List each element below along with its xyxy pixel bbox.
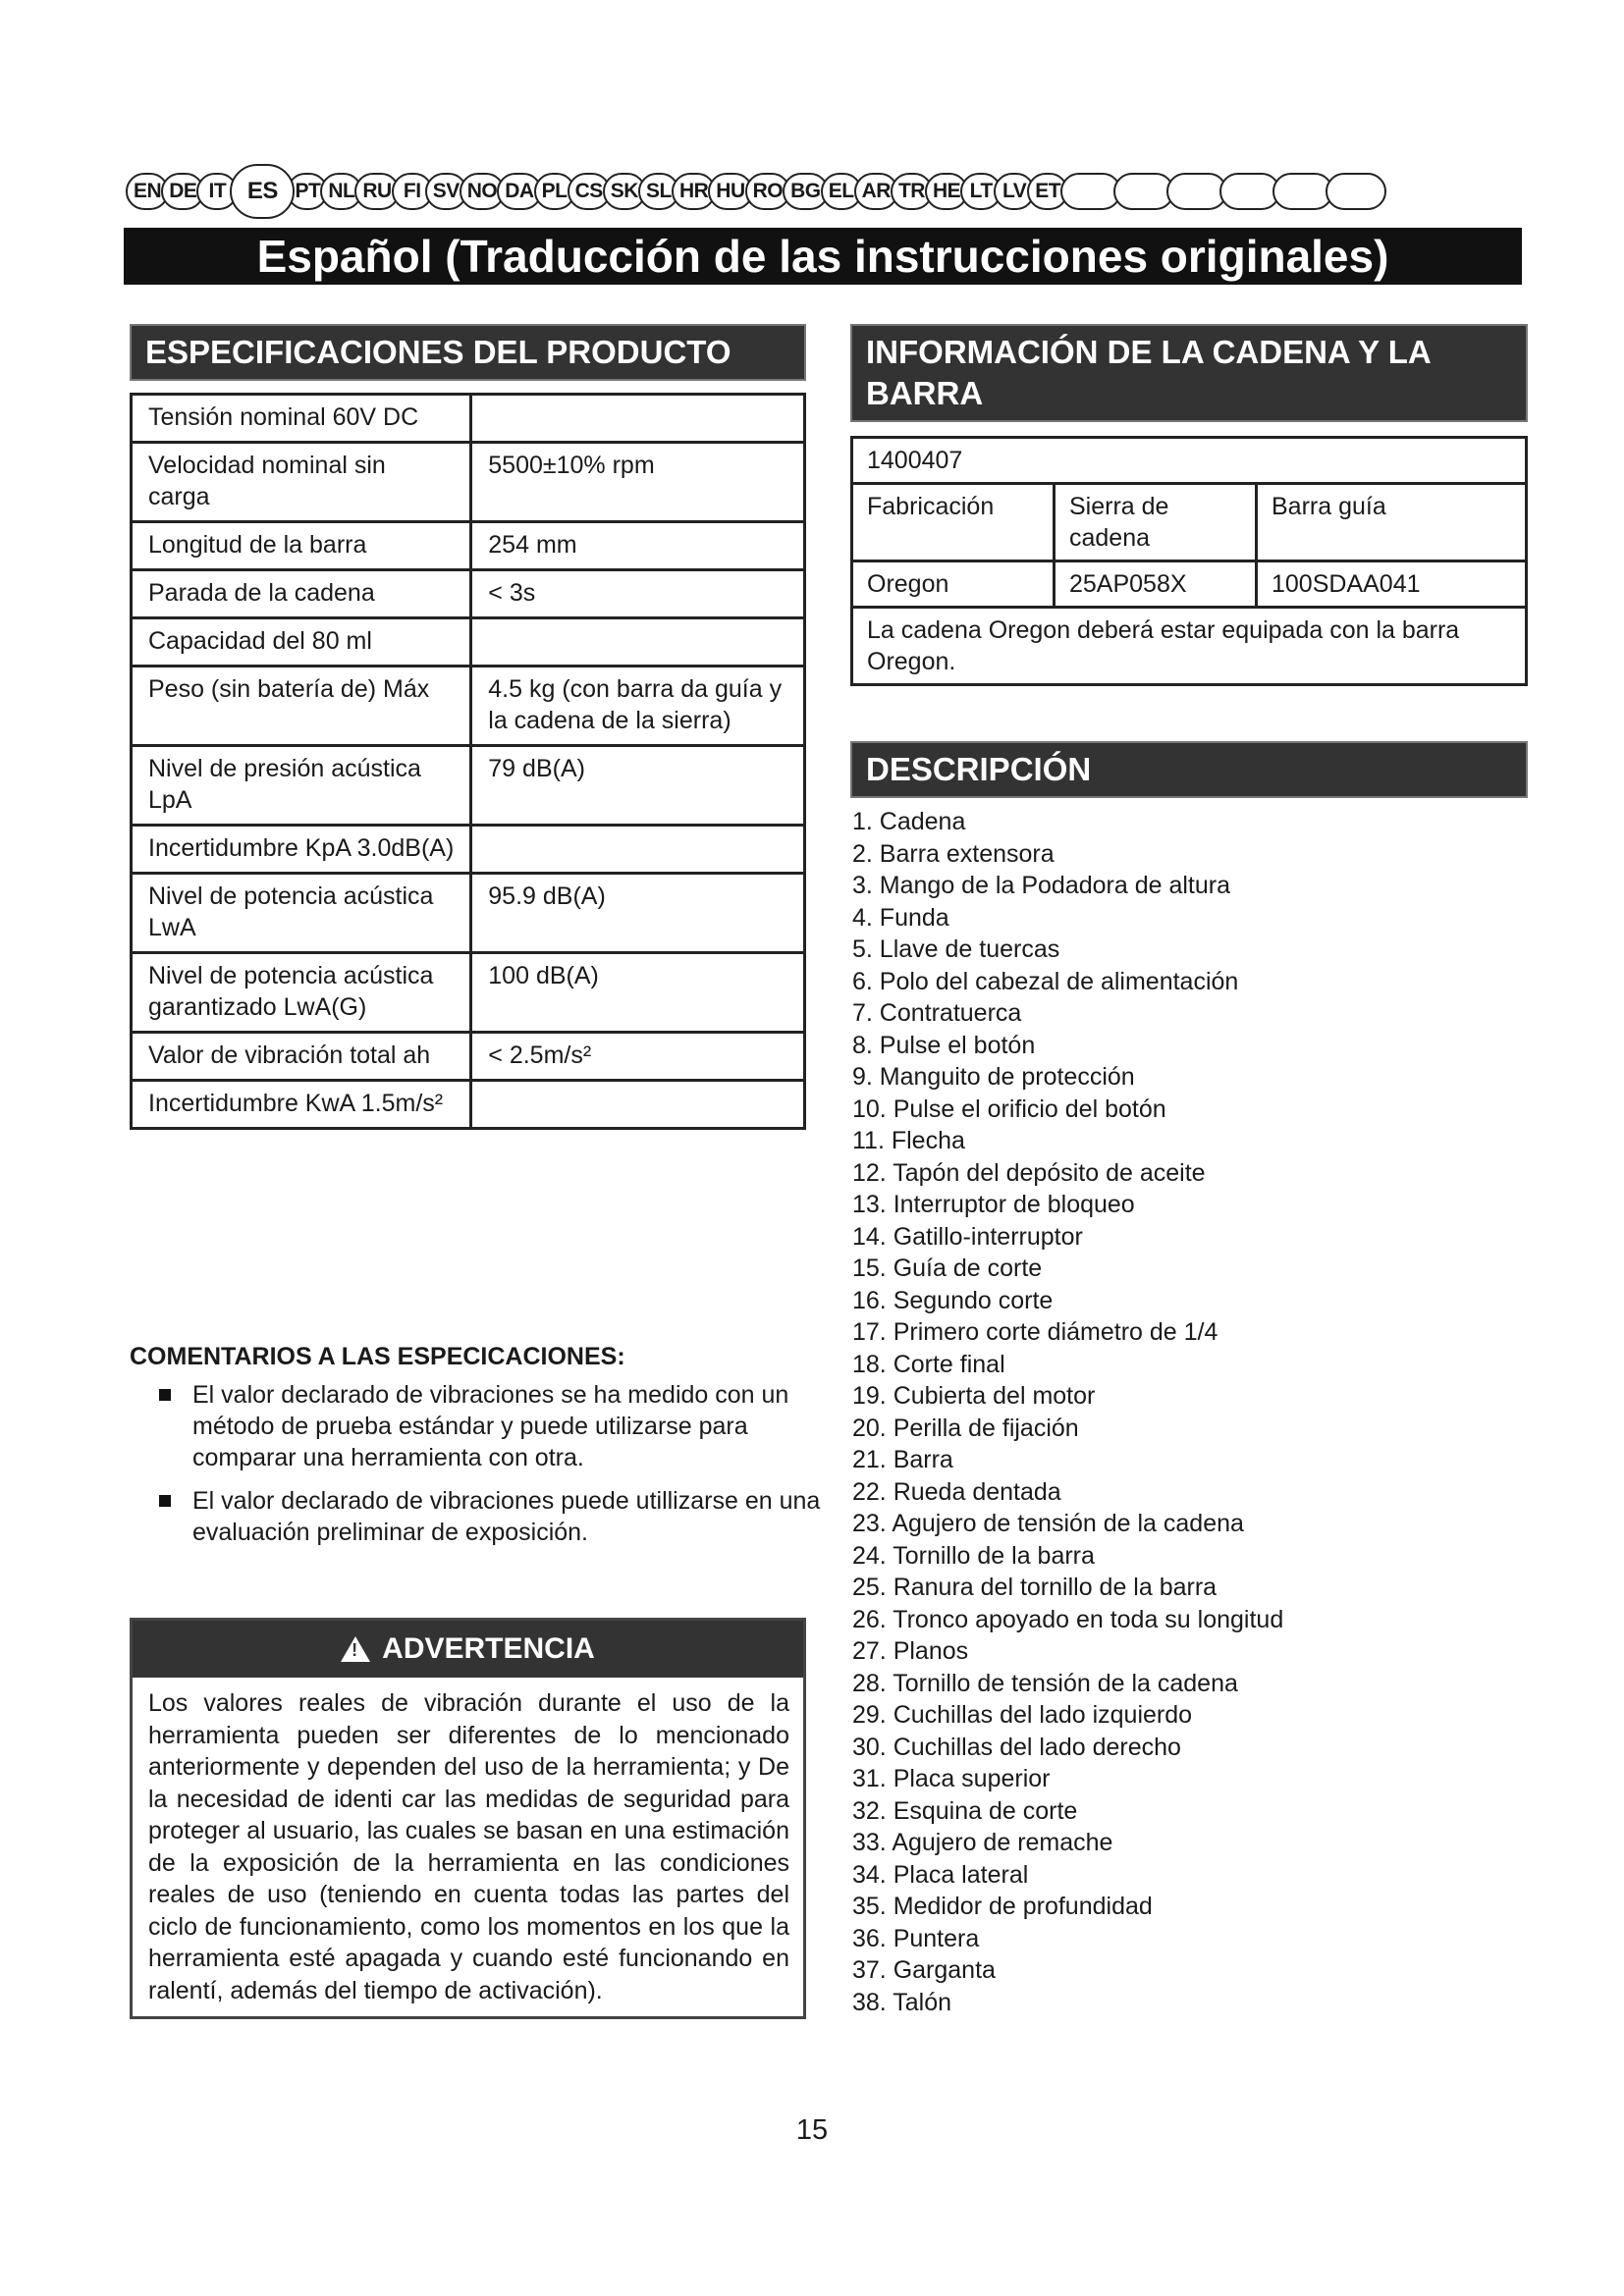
language-tab-bg: BG: [783, 173, 829, 210]
list-item: 28. Tornillo de tensión de la cadena: [852, 1669, 1238, 1697]
list-item: 23. Agujero de tensión de la cadena: [852, 1510, 1244, 1537]
description-list: [850, 806, 1528, 2018]
list-item: 18. Corte final: [852, 1350, 1005, 1378]
warning-heading-label: ADVERTENCIA: [382, 1632, 595, 1665]
chain-bar-info: [850, 324, 1528, 686]
chain-header-cell: Sierra de cadena: [1055, 484, 1257, 561]
language-tab-ru: RU: [354, 173, 399, 210]
language-tab-empty: [1060, 173, 1121, 210]
list-item: 25. Ranura del tornillo de la barra: [852, 1574, 1218, 1601]
list-item: 24. Tornillo de la barra: [852, 1541, 1095, 1570]
language-tab-da: DA: [497, 173, 541, 210]
spec-row: [132, 667, 805, 746]
spec-row: [132, 874, 805, 953]
description-heading: DESCRIPCIÓN: [850, 741, 1528, 798]
language-tab-es: ES: [230, 164, 295, 219]
language-tab-empty: [1166, 173, 1227, 210]
description: [850, 741, 1528, 2018]
list-item: 29. Cuchillas del lado izquierdo: [852, 1701, 1193, 1729]
list-item: 35. Medidor de profundidad: [852, 1893, 1153, 1920]
comment-text: El valor declarado de vibraciones se ha medido con un método de prueba estándar y puede utilizarse para comparar una herramienta con otra.: [192, 1381, 789, 1471]
spec-row: [132, 953, 805, 1033]
chain-cell: 100SDAA041: [1257, 561, 1527, 608]
language-tab-fi: FI: [392, 173, 433, 210]
chain-header-cell: Barra guía: [1257, 484, 1527, 561]
language-tab-hr: HR: [672, 173, 716, 210]
language-tab-et: ET: [1027, 173, 1068, 210]
language-tab-en: EN: [126, 173, 169, 210]
list-item: 36. Puntera: [852, 1924, 980, 1952]
list-item: 2. Barra extensora: [852, 839, 1055, 868]
language-tab-cs: CS: [568, 173, 611, 210]
language-tab-sv: SV: [425, 173, 467, 210]
list-item: 11. Flecha: [852, 1127, 965, 1154]
spec-row: [132, 443, 805, 522]
warning-triangle-icon: [341, 1636, 370, 1662]
spec-value: [471, 618, 805, 667]
spec-value: 4.5 kg (con barra da guía y la cadena de la sierra): [471, 667, 805, 746]
list-item: 3. Mango de la Podadora de altura: [852, 872, 1230, 899]
spec-label: Longitud de la barra: [132, 522, 471, 570]
comment-item: [130, 1379, 827, 1473]
language-tab-empty: [1326, 173, 1386, 210]
list-item: 19. Cubierta del motor: [852, 1382, 1096, 1410]
list-item: 33. Agujero de remache: [852, 1829, 1113, 1856]
list-item: 10. Pulse el orificio del botón: [852, 1095, 1166, 1123]
spec-label: Capacidad del 80 ml: [132, 618, 471, 667]
spec-row: [132, 1081, 805, 1129]
list-item: 9. Manguito de protección: [852, 1063, 1135, 1091]
product-specifications: [130, 324, 806, 1130]
warning-heading: [133, 1621, 803, 1678]
list-item: 20. Perilla de fijación: [852, 1414, 1079, 1442]
spec-row: [132, 746, 805, 826]
language-tab-lv: LV: [994, 173, 1035, 210]
list-item: 26. Tronco apoyado en toda su longitud: [852, 1605, 1284, 1633]
list-item: 15. Guía de corte: [852, 1255, 1043, 1282]
language-tab-pt: PT: [287, 173, 328, 210]
spec-value: [471, 395, 805, 443]
list-item: 16. Segundo corte: [852, 1286, 1054, 1314]
comment-text: El valor declarado de vibraciones puede utillizarse en una evaluación preliminar de exposición.: [192, 1487, 821, 1546]
spec-label: Valor de vibración total ah: [132, 1033, 471, 1081]
language-tabs: [126, 169, 1379, 214]
warning-box: [130, 1618, 806, 2019]
list-item: 38. Talón: [852, 1988, 952, 2016]
language-tab-ro: RO: [745, 173, 791, 210]
list-item: 34. Placa lateral: [852, 1860, 1029, 1889]
spec-comments: [130, 1343, 827, 1560]
list-item: 17. Primero corte diámetro de 1/4: [852, 1318, 1218, 1346]
page-number: 15: [795, 2114, 829, 2146]
language-tab-pl: PL: [534, 173, 575, 210]
list-item: 22. Rueda dentada: [852, 1477, 1061, 1506]
spec-row: [132, 618, 805, 667]
chain-cell: 25AP058X: [1055, 561, 1257, 608]
spec-value: 79 dB(A): [471, 746, 805, 826]
list-item: 4. Funda: [852, 903, 949, 932]
language-tab-empty: [1272, 173, 1333, 210]
language-tab-no: NO: [460, 173, 506, 210]
spec-label: Incertidumbre KwA 1.5m/s²: [132, 1081, 471, 1129]
list-item: 12. Tapón del depósito de aceite: [852, 1158, 1206, 1187]
spec-label: Nivel de potencia acústica garantizado LwA(G): [132, 953, 471, 1033]
list-item: 1. Cadena: [852, 808, 966, 835]
spec-label: Velocidad nominal sin carga: [132, 443, 471, 522]
list-item: 32. Esquina de corte: [852, 1796, 1078, 1825]
language-tab-he: HE: [925, 173, 968, 210]
chain-model: 1400407: [852, 438, 1527, 484]
warning-body: Los valores reales de vibración durante el uso de la herramienta pueden ser diferentes de lo mencionado anteriormente y dependen del uso de la herramienta; y De la necesidad de identi car las medidas de seguridad para proteger al usuario, las cuales se basan en una estimación de la exposición de la herramienta en las condiciones reales de uso (teniendo en cuenta todas las partes del ciclo de funcionamiento, como los momentos en los que la herramienta esté apagada y cuando esté funcionando en ralentí, además del tiempo de activación).: [148, 1689, 789, 2004]
spec-label: Peso (sin batería de) Máx: [132, 667, 471, 746]
spec-row: [132, 522, 805, 570]
spec-value: < 3s: [471, 570, 805, 618]
chain-header-cell: Fabricación: [852, 484, 1055, 561]
list-item: 6. Polo del cabezal de alimentación: [852, 967, 1239, 995]
language-tab-hu: HU: [708, 173, 752, 210]
spec-value: [471, 1081, 805, 1129]
spec-value: 100 dB(A): [471, 953, 805, 1033]
list-item: 8. Pulse el botón: [852, 1031, 1036, 1059]
spec-value: 95.9 dB(A): [471, 874, 805, 953]
list-item: 7. Contratuerca: [852, 999, 1022, 1027]
spec-row: [132, 570, 805, 618]
bullet-square-icon: [159, 1389, 171, 1401]
list-item: 21. Barra: [852, 1446, 953, 1473]
language-tab-ar: AR: [854, 173, 898, 210]
language-tab-empty: [1113, 173, 1174, 210]
language-tab-sk: SK: [603, 173, 646, 210]
list-item: 14. Gatillo-interruptor: [852, 1222, 1083, 1251]
chain-heading: INFORMACIÓN DE LA CADENA Y LA BARRA: [850, 324, 1528, 422]
spec-value: 5500±10% rpm: [471, 443, 805, 522]
spec-value: < 2.5m/s²: [471, 1033, 805, 1081]
page-title: Español (Traducción de las instrucciones originales): [124, 228, 1522, 285]
list-item: 37. Garganta: [852, 1956, 996, 1984]
chain-cell: Oregon: [852, 561, 1055, 608]
list-item: 31. Placa superior: [852, 1765, 1051, 1792]
spec-row: [132, 826, 805, 874]
spec-label: Nivel de potencia acústica LwA: [132, 874, 471, 953]
comment-item: [130, 1485, 827, 1548]
spec-label: Nivel de presión acústica LpA: [132, 746, 471, 826]
language-tab-el: EL: [821, 173, 862, 210]
specs-heading: ESPECIFICACIONES DEL PRODUCTO: [130, 324, 806, 381]
language-tab-nl: NL: [320, 173, 362, 210]
language-tab-lt: LT: [960, 173, 1001, 210]
spec-row: [132, 395, 805, 443]
spec-label: Parada de la cadena: [132, 570, 471, 618]
spec-label: Incertidumbre KpA 3.0dB(A): [132, 826, 471, 874]
comments-heading: COMENTARIOS A LAS ESPECICACIONES:: [130, 1343, 625, 1370]
list-item: 13. Interruptor de bloqueo: [852, 1191, 1135, 1218]
specs-table: [130, 393, 806, 1130]
list-item: 27. Planos: [852, 1637, 969, 1665]
language-tab-tr: TR: [891, 173, 933, 210]
language-tab-it: IT: [196, 173, 238, 210]
chain-table: [850, 436, 1528, 686]
language-tab-sl: SL: [638, 173, 679, 210]
language-tab-de: DE: [161, 173, 204, 210]
spec-value: [471, 826, 805, 874]
bullet-square-icon: [159, 1495, 171, 1507]
language-tab-empty: [1219, 173, 1280, 210]
list-item: 30. Cuchillas del lado derecho: [852, 1733, 1181, 1761]
chain-note: La cadena Oregon deberá estar equipada con la barra Oregon.: [852, 608, 1527, 685]
spec-value: 254 mm: [471, 522, 805, 570]
spec-label: Tensión nominal 60V DC: [132, 395, 471, 443]
spec-row: [132, 1033, 805, 1081]
list-item: 5. Llave de tuercas: [852, 935, 1060, 963]
